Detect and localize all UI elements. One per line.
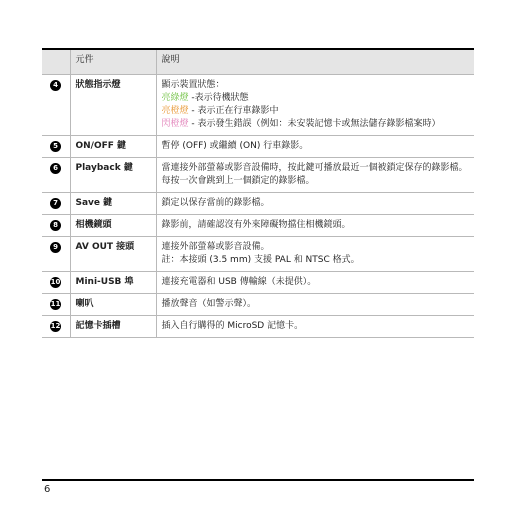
description-line: 當連接外部螢幕或影音設備時，按此鍵可播放最近一個被鎖定保存的錄影檔。每按一次會跳到上一個鎖定的錄影檔。 bbox=[161, 163, 468, 186]
item-number-badge: 12 bbox=[50, 322, 61, 330]
component-name: 記憶卡插槽 bbox=[70, 316, 156, 338]
component-name: 相機鏡頭 bbox=[70, 215, 156, 237]
table-row bbox=[42, 158, 474, 193]
component-name: ON/OFF 鍵 bbox=[70, 136, 156, 158]
header-number bbox=[42, 49, 70, 75]
component-name: AV OUT 接頭 bbox=[70, 237, 156, 272]
component-description bbox=[156, 158, 474, 193]
table-row bbox=[42, 294, 474, 316]
component-name: Playback 鍵 bbox=[70, 158, 156, 193]
component-name: Mini-USB 埠 bbox=[70, 272, 156, 294]
table-row bbox=[42, 237, 474, 272]
component-name: 狀態指示燈 bbox=[70, 75, 156, 136]
status-green-label: 亮綠燈 bbox=[161, 93, 189, 103]
table-row bbox=[42, 136, 474, 158]
description-line: 插入自行購得的 MicroSD 記憶卡。 bbox=[161, 321, 304, 331]
status-blinking-label: 閃橙燈 bbox=[161, 119, 189, 129]
item-number-badge: 4 bbox=[50, 80, 61, 91]
header-description: 說明 bbox=[156, 49, 474, 75]
item-number-badge: 6 bbox=[50, 163, 61, 174]
table-row bbox=[42, 272, 474, 294]
item-number-badge: 5 bbox=[50, 141, 61, 152]
component-description bbox=[156, 237, 474, 272]
component-description bbox=[156, 294, 474, 316]
item-number-badge: 8 bbox=[50, 220, 61, 231]
description-note: 註：本接頭 (3.5 mm) 支援 PAL 和 NTSC 格式。 bbox=[161, 255, 360, 265]
item-number-badge: 11 bbox=[50, 300, 61, 308]
page-number: 6 bbox=[44, 484, 51, 495]
component-description bbox=[156, 193, 474, 215]
description-line: 顯示裝置狀態： bbox=[161, 80, 225, 90]
status-text: - 表示正在行車錄影中 bbox=[188, 106, 279, 116]
description-line: 鎖定以保存當前的錄影檔。 bbox=[161, 198, 270, 208]
component-description bbox=[156, 272, 474, 294]
table-row bbox=[42, 193, 474, 215]
description-line: 連接充電器和 USB 傳輸線（未提供）。 bbox=[161, 277, 317, 287]
table-header bbox=[42, 49, 474, 75]
item-number-badge: 10 bbox=[50, 278, 61, 286]
description-line: 播放聲音（如警示聲）。 bbox=[161, 299, 257, 309]
description-line: 暫停 (OFF) 或繼續 (ON) 行車錄影。 bbox=[161, 141, 309, 151]
description-line: 錄影前，請確認沒有外來障礙物擋住相機鏡頭。 bbox=[161, 220, 351, 230]
status-text: -表示待機狀態 bbox=[188, 93, 249, 103]
table-row bbox=[42, 215, 474, 237]
component-table bbox=[42, 48, 474, 338]
component-description bbox=[156, 215, 474, 237]
status-orange-label: 亮橙燈 bbox=[161, 106, 189, 116]
status-text: - 表示發生錯誤（例如：未安裝記憶卡或無法儲存錄影檔案時） bbox=[188, 119, 441, 129]
item-number-badge: 9 bbox=[50, 242, 61, 253]
component-name: 喇叭 bbox=[70, 294, 156, 316]
header-component: 元件 bbox=[70, 49, 156, 75]
component-description bbox=[156, 75, 474, 136]
item-number-badge: 7 bbox=[50, 198, 61, 209]
footer-rule bbox=[42, 479, 474, 481]
component-description bbox=[156, 136, 474, 158]
table-row bbox=[42, 75, 474, 136]
table-row bbox=[42, 316, 474, 338]
component-description bbox=[156, 316, 474, 338]
component-name: Save 鍵 bbox=[70, 193, 156, 215]
description-line: 連接外部螢幕或影音設備。 bbox=[161, 242, 270, 252]
